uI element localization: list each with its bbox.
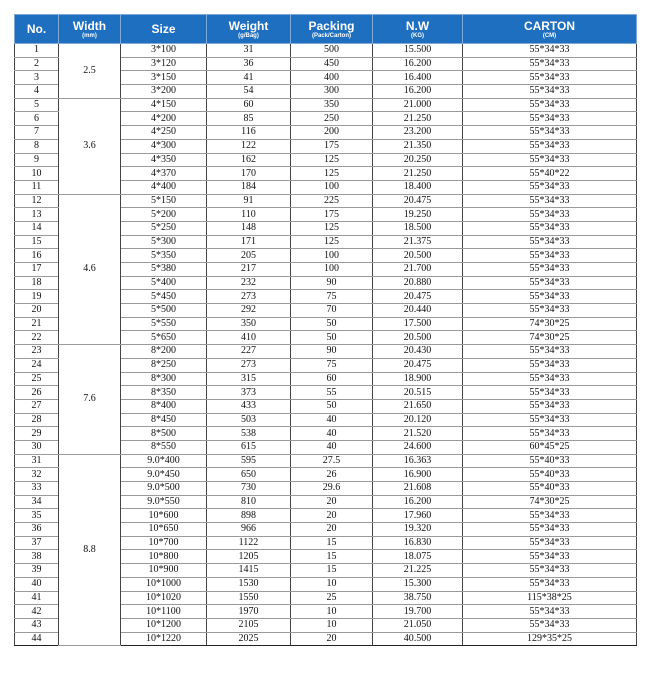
cell-packing: 25	[291, 591, 373, 605]
cell-size: 10*900	[121, 564, 207, 578]
cell-packing: 27.5	[291, 454, 373, 468]
header-size	[121, 15, 207, 44]
cell-weight: 1122	[207, 536, 291, 550]
cell-carton: 115*38*25	[463, 591, 637, 605]
cell-nw: 21.520	[373, 427, 463, 441]
cell-size: 3*200	[121, 85, 207, 99]
cell-size: 3*120	[121, 57, 207, 71]
cell-no: 14	[15, 221, 59, 235]
cell-size: 5*250	[121, 221, 207, 235]
cell-nw: 21.050	[373, 618, 463, 632]
cell-weight: 31	[207, 44, 291, 58]
cell-packing: 55	[291, 386, 373, 400]
cell-packing: 20	[291, 632, 373, 646]
cell-size: 4*350	[121, 153, 207, 167]
cell-width: 8.8	[59, 454, 121, 646]
cell-weight: 966	[207, 523, 291, 537]
header-label: Size	[151, 22, 176, 36]
cell-weight: 91	[207, 194, 291, 208]
cell-packing: 225	[291, 194, 373, 208]
cell-size: 8*200	[121, 345, 207, 359]
cell-weight: 373	[207, 386, 291, 400]
cell-packing: 450	[291, 57, 373, 71]
cell-no: 10	[15, 167, 59, 181]
cell-carton: 55*34*33	[463, 249, 637, 263]
cell-weight: 205	[207, 249, 291, 263]
cell-packing: 60	[291, 372, 373, 386]
cell-packing: 250	[291, 112, 373, 126]
cell-nw: 20.440	[373, 304, 463, 318]
cell-no: 19	[15, 290, 59, 304]
cell-nw: 15.300	[373, 577, 463, 591]
cell-packing: 50	[291, 317, 373, 331]
cell-size: 4*300	[121, 139, 207, 153]
cell-nw: 21.375	[373, 235, 463, 249]
cell-nw: 21.350	[373, 139, 463, 153]
cell-carton: 74*30*25	[463, 331, 637, 345]
cell-size: 10*650	[121, 523, 207, 537]
cell-nw: 20.880	[373, 276, 463, 290]
cell-carton: 55*34*33	[463, 208, 637, 222]
cell-packing: 175	[291, 139, 373, 153]
cell-weight: 122	[207, 139, 291, 153]
cell-no: 32	[15, 468, 59, 482]
cell-nw: 21.608	[373, 482, 463, 496]
cell-packing: 15	[291, 550, 373, 564]
cell-size: 8*350	[121, 386, 207, 400]
cell-nw: 16.200	[373, 495, 463, 509]
cell-nw: 16.200	[373, 85, 463, 99]
table-row	[15, 98, 637, 112]
cell-size: 5*150	[121, 194, 207, 208]
cell-carton: 55*34*33	[463, 194, 637, 208]
cell-packing: 40	[291, 427, 373, 441]
cell-nw: 21.650	[373, 399, 463, 413]
cell-carton: 55*34*33	[463, 577, 637, 591]
product-spec-table	[14, 14, 637, 646]
cell-weight: 227	[207, 345, 291, 359]
cell-no: 27	[15, 399, 59, 413]
cell-packing: 15	[291, 564, 373, 578]
cell-weight: 730	[207, 482, 291, 496]
cell-size: 10*800	[121, 550, 207, 564]
cell-width: 2.5	[59, 44, 121, 99]
cell-carton: 55*34*33	[463, 358, 637, 372]
cell-weight: 54	[207, 85, 291, 99]
cell-size: 9.0*550	[121, 495, 207, 509]
cell-weight: 60	[207, 98, 291, 112]
cell-size: 5*400	[121, 276, 207, 290]
table-row	[15, 454, 637, 468]
cell-no: 12	[15, 194, 59, 208]
cell-no: 16	[15, 249, 59, 263]
cell-carton: 55*34*33	[463, 304, 637, 318]
cell-nw: 18.500	[373, 221, 463, 235]
cell-nw: 23.200	[373, 126, 463, 140]
cell-size: 9.0*500	[121, 482, 207, 496]
cell-carton: 55*34*33	[463, 386, 637, 400]
cell-carton: 55*34*33	[463, 139, 637, 153]
cell-nw: 16.200	[373, 57, 463, 71]
header-label: Weight	[228, 18, 269, 33]
table-body	[15, 44, 637, 646]
cell-packing: 40	[291, 413, 373, 427]
cell-weight: 110	[207, 208, 291, 222]
cell-no: 8	[15, 139, 59, 153]
cell-size: 4*400	[121, 180, 207, 194]
cell-no: 40	[15, 577, 59, 591]
cell-weight: 273	[207, 358, 291, 372]
cell-packing: 26	[291, 468, 373, 482]
cell-packing: 125	[291, 235, 373, 249]
cell-nw: 21.250	[373, 112, 463, 126]
cell-no: 2	[15, 57, 59, 71]
cell-nw: 16.400	[373, 71, 463, 85]
cell-weight: 615	[207, 440, 291, 454]
cell-packing: 10	[291, 618, 373, 632]
cell-width: 7.6	[59, 345, 121, 455]
cell-no: 3	[15, 71, 59, 85]
cell-size: 9.0*450	[121, 468, 207, 482]
cell-weight: 292	[207, 304, 291, 318]
cell-weight: 170	[207, 167, 291, 181]
cell-nw: 20.500	[373, 249, 463, 263]
cell-carton: 55*34*33	[463, 85, 637, 99]
header-nw	[373, 15, 463, 44]
cell-no: 15	[15, 235, 59, 249]
cell-weight: 1970	[207, 605, 291, 619]
cell-no: 31	[15, 454, 59, 468]
cell-carton: 55*40*33	[463, 482, 637, 496]
cell-packing: 20	[291, 495, 373, 509]
cell-carton: 55*34*33	[463, 276, 637, 290]
cell-no: 41	[15, 591, 59, 605]
cell-no: 35	[15, 509, 59, 523]
cell-size: 5*200	[121, 208, 207, 222]
cell-carton: 74*30*25	[463, 317, 637, 331]
cell-carton: 55*34*33	[463, 98, 637, 112]
cell-carton: 55*34*33	[463, 71, 637, 85]
cell-weight: 595	[207, 454, 291, 468]
cell-packing: 75	[291, 290, 373, 304]
cell-no: 17	[15, 263, 59, 277]
cell-packing: 90	[291, 276, 373, 290]
cell-carton: 55*34*33	[463, 536, 637, 550]
cell-weight: 315	[207, 372, 291, 386]
cell-no: 22	[15, 331, 59, 345]
cell-weight: 350	[207, 317, 291, 331]
cell-weight: 650	[207, 468, 291, 482]
cell-weight: 116	[207, 126, 291, 140]
cell-nw: 16.900	[373, 468, 463, 482]
cell-no: 25	[15, 372, 59, 386]
header-unit: (g/Bag)	[238, 32, 259, 39]
cell-nw: 16.830	[373, 536, 463, 550]
cell-no: 18	[15, 276, 59, 290]
cell-packing: 40	[291, 440, 373, 454]
cell-weight: 433	[207, 399, 291, 413]
cell-weight: 538	[207, 427, 291, 441]
cell-size: 10*1200	[121, 618, 207, 632]
cell-no: 29	[15, 427, 59, 441]
cell-packing: 15	[291, 536, 373, 550]
cell-carton: 55*34*33	[463, 180, 637, 194]
cell-packing: 500	[291, 44, 373, 58]
cell-carton: 55*34*33	[463, 550, 637, 564]
cell-no: 39	[15, 564, 59, 578]
cell-packing: 125	[291, 167, 373, 181]
cell-no: 44	[15, 632, 59, 646]
cell-nw: 38.750	[373, 591, 463, 605]
cell-carton: 55*40*33	[463, 468, 637, 482]
cell-carton: 55*34*33	[463, 221, 637, 235]
cell-carton: 74*30*25	[463, 495, 637, 509]
cell-size: 5*500	[121, 304, 207, 318]
cell-size: 9.0*400	[121, 454, 207, 468]
cell-nw: 21.000	[373, 98, 463, 112]
cell-size: 10*1020	[121, 591, 207, 605]
cell-no: 20	[15, 304, 59, 318]
cell-size: 5*350	[121, 249, 207, 263]
cell-size: 5*650	[121, 331, 207, 345]
cell-packing: 70	[291, 304, 373, 318]
header-unit: (CM)	[542, 32, 557, 39]
cell-carton: 55*34*33	[463, 509, 637, 523]
cell-nw: 20.120	[373, 413, 463, 427]
cell-weight: 410	[207, 331, 291, 345]
cell-weight: 148	[207, 221, 291, 235]
cell-size: 8*300	[121, 372, 207, 386]
cell-carton: 55*34*33	[463, 427, 637, 441]
cell-carton: 55*34*33	[463, 523, 637, 537]
header-unit: (mm)	[82, 32, 97, 39]
cell-size: 8*550	[121, 440, 207, 454]
cell-nw: 21.700	[373, 263, 463, 277]
cell-no: 33	[15, 482, 59, 496]
cell-packing: 200	[291, 126, 373, 140]
header-no	[15, 15, 59, 44]
header-carton	[463, 15, 637, 44]
cell-weight: 184	[207, 180, 291, 194]
cell-size: 8*500	[121, 427, 207, 441]
cell-carton: 55*34*33	[463, 413, 637, 427]
cell-no: 36	[15, 523, 59, 537]
cell-size: 4*150	[121, 98, 207, 112]
cell-size: 8*250	[121, 358, 207, 372]
cell-packing: 20	[291, 509, 373, 523]
cell-carton: 55*34*33	[463, 153, 637, 167]
table-row	[15, 44, 637, 58]
cell-packing: 100	[291, 263, 373, 277]
cell-weight: 36	[207, 57, 291, 71]
cell-packing: 29.6	[291, 482, 373, 496]
cell-nw: 24.600	[373, 440, 463, 454]
cell-packing: 10	[291, 605, 373, 619]
cell-packing: 75	[291, 358, 373, 372]
cell-no: 43	[15, 618, 59, 632]
cell-weight: 810	[207, 495, 291, 509]
cell-packing: 300	[291, 85, 373, 99]
cell-nw: 19.250	[373, 208, 463, 222]
cell-carton: 129*35*25	[463, 632, 637, 646]
cell-nw: 18.075	[373, 550, 463, 564]
cell-width: 4.6	[59, 194, 121, 345]
cell-packing: 20	[291, 523, 373, 537]
cell-packing: 400	[291, 71, 373, 85]
cell-weight: 273	[207, 290, 291, 304]
cell-no: 9	[15, 153, 59, 167]
cell-nw: 18.900	[373, 372, 463, 386]
cell-nw: 20.430	[373, 345, 463, 359]
cell-nw: 19.320	[373, 523, 463, 537]
cell-packing: 50	[291, 331, 373, 345]
cell-size: 5*300	[121, 235, 207, 249]
cell-carton: 55*34*33	[463, 345, 637, 359]
cell-carton: 55*34*33	[463, 564, 637, 578]
cell-no: 4	[15, 85, 59, 99]
cell-size: 10*700	[121, 536, 207, 550]
cell-size: 3*100	[121, 44, 207, 58]
cell-nw: 20.475	[373, 358, 463, 372]
cell-no: 21	[15, 317, 59, 331]
cell-carton: 60*45*25	[463, 440, 637, 454]
cell-weight: 41	[207, 71, 291, 85]
cell-packing: 10	[291, 577, 373, 591]
cell-size: 10*600	[121, 509, 207, 523]
cell-carton: 55*34*33	[463, 57, 637, 71]
cell-size: 10*1000	[121, 577, 207, 591]
cell-carton: 55*34*33	[463, 126, 637, 140]
cell-carton: 55*40*33	[463, 454, 637, 468]
header-label: Width	[72, 18, 107, 33]
cell-carton: 55*34*33	[463, 263, 637, 277]
cell-carton: 55*34*33	[463, 112, 637, 126]
cell-weight: 898	[207, 509, 291, 523]
cell-size: 4*250	[121, 126, 207, 140]
cell-nw: 21.250	[373, 167, 463, 181]
cell-size: 4*200	[121, 112, 207, 126]
header-unit: (Pack/Carton)	[311, 32, 351, 39]
cell-carton: 55*34*33	[463, 399, 637, 413]
cell-nw: 20.515	[373, 386, 463, 400]
cell-size: 10*1100	[121, 605, 207, 619]
cell-weight: 1530	[207, 577, 291, 591]
cell-size: 8*450	[121, 413, 207, 427]
header-label: N.W	[405, 18, 430, 33]
cell-packing: 125	[291, 221, 373, 235]
cell-nw: 19.700	[373, 605, 463, 619]
table-header-row	[15, 15, 637, 44]
cell-carton: 55*34*33	[463, 290, 637, 304]
cell-no: 11	[15, 180, 59, 194]
cell-packing: 125	[291, 153, 373, 167]
cell-size: 3*150	[121, 71, 207, 85]
cell-weight: 162	[207, 153, 291, 167]
cell-weight: 1415	[207, 564, 291, 578]
cell-size: 8*400	[121, 399, 207, 413]
cell-no: 34	[15, 495, 59, 509]
cell-no: 6	[15, 112, 59, 126]
header-width	[59, 15, 121, 44]
cell-no: 28	[15, 413, 59, 427]
cell-no: 13	[15, 208, 59, 222]
cell-weight: 171	[207, 235, 291, 249]
cell-size: 5*380	[121, 263, 207, 277]
cell-no: 1	[15, 44, 59, 58]
cell-weight: 85	[207, 112, 291, 126]
cell-size: 5*550	[121, 317, 207, 331]
cell-carton: 55*40*22	[463, 167, 637, 181]
cell-nw: 20.475	[373, 290, 463, 304]
cell-carton: 55*34*33	[463, 605, 637, 619]
cell-width: 3.6	[59, 98, 121, 194]
cell-packing: 90	[291, 345, 373, 359]
cell-no: 24	[15, 358, 59, 372]
header-label: Packing	[308, 18, 355, 33]
cell-weight: 1205	[207, 550, 291, 564]
cell-weight: 232	[207, 276, 291, 290]
cell-no: 42	[15, 605, 59, 619]
cell-nw: 17.960	[373, 509, 463, 523]
cell-weight: 2105	[207, 618, 291, 632]
cell-no: 5	[15, 98, 59, 112]
cell-packing: 175	[291, 208, 373, 222]
cell-size: 5*450	[121, 290, 207, 304]
cell-nw: 15.500	[373, 44, 463, 58]
cell-nw: 40.500	[373, 632, 463, 646]
cell-packing: 100	[291, 180, 373, 194]
cell-carton: 55*34*33	[463, 235, 637, 249]
cell-no: 38	[15, 550, 59, 564]
cell-weight: 1550	[207, 591, 291, 605]
cell-nw: 21.225	[373, 564, 463, 578]
cell-weight: 2025	[207, 632, 291, 646]
cell-nw: 18.400	[373, 180, 463, 194]
cell-weight: 217	[207, 263, 291, 277]
cell-nw: 17.500	[373, 317, 463, 331]
cell-packing: 50	[291, 399, 373, 413]
cell-packing: 100	[291, 249, 373, 263]
cell-weight: 503	[207, 413, 291, 427]
cell-no: 30	[15, 440, 59, 454]
cell-no: 26	[15, 386, 59, 400]
cell-no: 37	[15, 536, 59, 550]
cell-carton: 55*34*33	[463, 44, 637, 58]
cell-carton: 55*34*33	[463, 372, 637, 386]
cell-nw: 20.250	[373, 153, 463, 167]
header-packing	[291, 15, 373, 44]
cell-no: 23	[15, 345, 59, 359]
header-unit: (KG)	[411, 32, 424, 39]
header-label: No.	[26, 22, 47, 36]
table-row	[15, 194, 637, 208]
header-weight	[207, 15, 291, 44]
cell-size: 10*1220	[121, 632, 207, 646]
cell-nw: 20.500	[373, 331, 463, 345]
cell-no: 7	[15, 126, 59, 140]
table-row	[15, 345, 637, 359]
cell-size: 4*370	[121, 167, 207, 181]
cell-packing: 350	[291, 98, 373, 112]
cell-carton: 55*34*33	[463, 618, 637, 632]
header-label: CARTON	[523, 18, 576, 33]
cell-nw: 16.363	[373, 454, 463, 468]
cell-nw: 20.475	[373, 194, 463, 208]
